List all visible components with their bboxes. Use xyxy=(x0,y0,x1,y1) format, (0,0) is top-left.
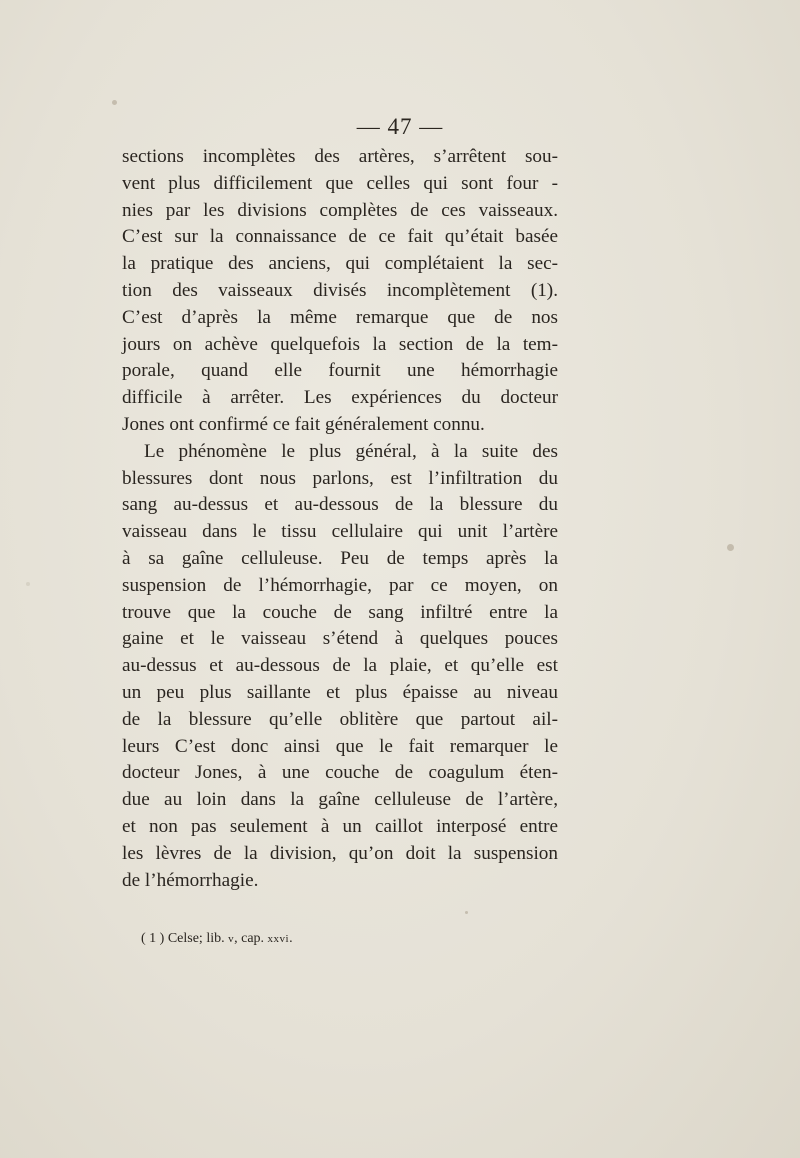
text-line: difficile à arrêter. Les expériences du docteur xyxy=(122,387,558,409)
footnote-book-numeral: v xyxy=(228,933,235,945)
text-line: blessures dont nous parlons, est l’infiltration du xyxy=(122,467,558,489)
text-line: leurs C’est donc ainsi que le fait remarquer le xyxy=(122,735,558,757)
text-line: due au loin dans la gaîne celluleuse de l’artère, xyxy=(122,789,558,811)
text-line: Jones ont confirmé ce fait généralement connu. xyxy=(122,413,485,435)
footnote-prefix: ( 1 ) Celse; lib. xyxy=(141,931,229,946)
paper-spot xyxy=(465,911,468,914)
text-line: au-dessus et au-dessous de la plaie, et qu’elle est xyxy=(122,655,558,677)
text-line: tion des vaisseaux divisés incomplètement (1). xyxy=(122,279,558,301)
footnote xyxy=(141,931,293,947)
text-line: à sa gaîne celluleuse. Peu de temps après la xyxy=(122,547,558,569)
paper-spot xyxy=(727,544,734,551)
text-line: sang au-dessus et au-dessous de la blessure du xyxy=(122,494,558,516)
paper-spot xyxy=(112,100,117,105)
footnote-chapter-numeral: xxvi xyxy=(267,933,290,945)
text-line: Le phénomène le plus général, à la suite des xyxy=(144,440,558,462)
body-text xyxy=(122,144,558,894)
text-line: la pratique des anciens, qui complétaient la sec- xyxy=(122,253,558,275)
text-line: trouve que la couche de sang infiltré entre la xyxy=(122,601,558,623)
footnote-middle: , cap. xyxy=(234,931,268,946)
text-line: de l’hémorrhagie. xyxy=(122,869,259,891)
text-line: sections incomplètes des artères, s’arrêtent sou- xyxy=(122,146,558,167)
text-line: C’est d’après la même remarque que de nos xyxy=(122,306,558,328)
text-line: gaine et le vaisseau s’étend à quelques pouces xyxy=(122,628,558,650)
text-line: un peu plus saillante et plus épaisse au niveau xyxy=(122,681,558,703)
text-line: jours on achève quelquefois la section de la tem- xyxy=(122,333,558,355)
text-line: les lèvres de la division, qu’on doit la suspension xyxy=(122,842,558,864)
text-line: vaisseau dans le tissu cellulaire qui unit l’artère xyxy=(122,521,558,543)
text-line: vent plus difficilement que celles qui sont four - xyxy=(122,172,558,194)
text-line: porale, quand elle fournit une hémorrhagie xyxy=(122,360,558,382)
text-line: C’est sur la connaissance de ce fait qu’était basée xyxy=(122,226,558,248)
text-line: et non pas seulement à un caillot interposé entre xyxy=(122,815,558,837)
text-line: docteur Jones, à une couche de coagulum éten- xyxy=(122,762,558,784)
footnote-suffix: . xyxy=(289,931,293,946)
text-line: suspension de l’hémorrhagie, par ce moyen, on xyxy=(122,574,558,596)
text-line: nies par les divisions complètes de ces vaisseaux. xyxy=(122,199,558,221)
page-number: — 47 — xyxy=(356,114,444,139)
text-line: de la blessure qu’elle oblitère que partout ail- xyxy=(122,708,558,730)
paper-spot xyxy=(26,582,30,586)
